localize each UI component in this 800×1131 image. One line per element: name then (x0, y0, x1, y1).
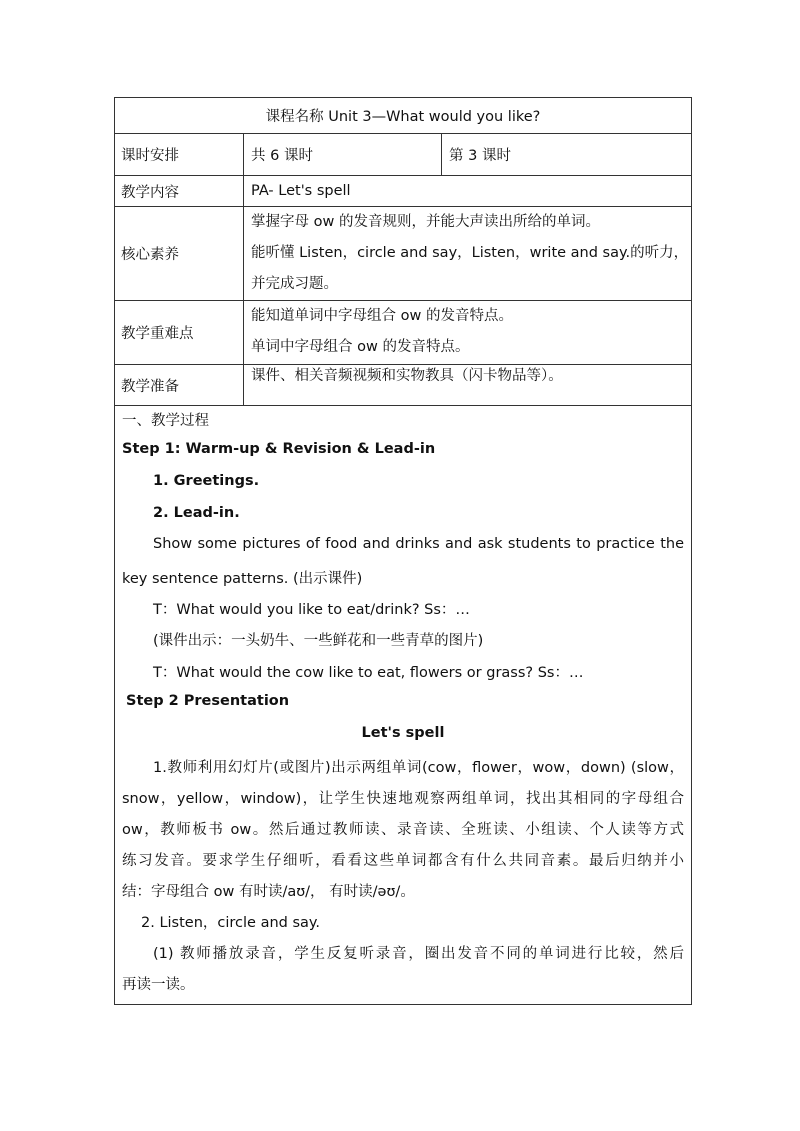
teaching-process (114, 405, 692, 1005)
leadin-item: 2. Lead-in. (153, 505, 240, 521)
literacy-label: 核心素养 (121, 247, 179, 263)
paragraph-line: 结：字母组合 ow 有时读/aʊ/， 有时读/əʊ/。 (122, 884, 415, 900)
step1-heading: Step 1: Warm-up & Revision & Lead-in (122, 441, 436, 457)
courseware-note: (课件出示：一头奶牛、一些鲜花和一些青草的图片) (153, 633, 484, 649)
dialog-text: T：What would you like to eat/drink? Ss：… (153, 602, 470, 618)
paragraph-line: Show some pictures of food and drinks and ask students to practice the (153, 536, 684, 552)
paragraph-line: 1.教师利用幻灯片(或图片)出示两组单词(cow，flower，wow，down) (slow， (153, 760, 684, 776)
listen-item: 2. Listen，circle and say. (141, 915, 321, 931)
keypoints-row (114, 300, 692, 364)
literacy-line: 能听懂 Listen，circle and say，Listen，write and say.的听力， (251, 245, 689, 261)
literacy-line: 并完成习题。 (251, 276, 338, 292)
paragraph-line: key sentence patterns. (出示课件) (122, 571, 363, 587)
keypoints-value (243, 301, 691, 364)
paragraph-line: snow，yellow，window)，让学生快速地观察两组单词，找出其相同的字母组合 (122, 791, 684, 807)
paragraph-line: ow，教师板书 ow。然后通过教师读、录音读、全班读、小组读、个人读等方式 (122, 822, 684, 838)
keypoints-label: 教学重难点 (121, 326, 194, 342)
course-title: 课程名称 Unit 3—What would you like? (265, 109, 541, 125)
content-label: 教学内容 (121, 184, 179, 201)
dialog-line (153, 598, 684, 619)
keypoints-line: 单词中字母组合 ow 的发音特点。 (251, 339, 470, 355)
process-heading: 一、教学过程 (122, 413, 209, 429)
step2-heading: Step 2 Presentation (126, 693, 290, 709)
content-value: PA- Let's spell (243, 176, 691, 206)
literacy-value (243, 207, 691, 300)
content-row (114, 175, 692, 206)
hours-label: 课时安排 (121, 148, 179, 164)
literacy-row (114, 206, 692, 300)
hours-total: 共 6 课时 (243, 134, 441, 175)
dialog-line: T：What would the cow like to eat, flowers or grass? Ss：… (153, 665, 584, 681)
course-title-row (114, 97, 692, 133)
hours-row (114, 133, 692, 175)
prep-row (114, 364, 692, 405)
prep-value: 课件、相关音频视频和实物教具（闪卡物品等）。 (243, 365, 691, 405)
greetings-item: 1. Greetings. (153, 473, 260, 489)
paragraph-line: (1) 教师播放录音，学生反复听录音，圈出发音不同的单词进行比较，然后 (153, 946, 684, 962)
keypoints-line: 能知道单词中字母组合 ow 的发音特点。 (251, 308, 513, 324)
paragraph-line: 练习发音。要求学生仔细听，看看这些单词都含有什么共同音素。最后归纳并小 (122, 853, 684, 869)
paragraph-line: 再读一读。 (122, 977, 195, 993)
literacy-line: 掌握字母 ow 的发音规则，并能大声读出所给的单词。 (251, 214, 600, 230)
lets-spell-heading: Let's spell (361, 725, 445, 741)
hours-current: 第 3 课时 (441, 134, 691, 175)
prep-label: 教学准备 (121, 378, 179, 395)
